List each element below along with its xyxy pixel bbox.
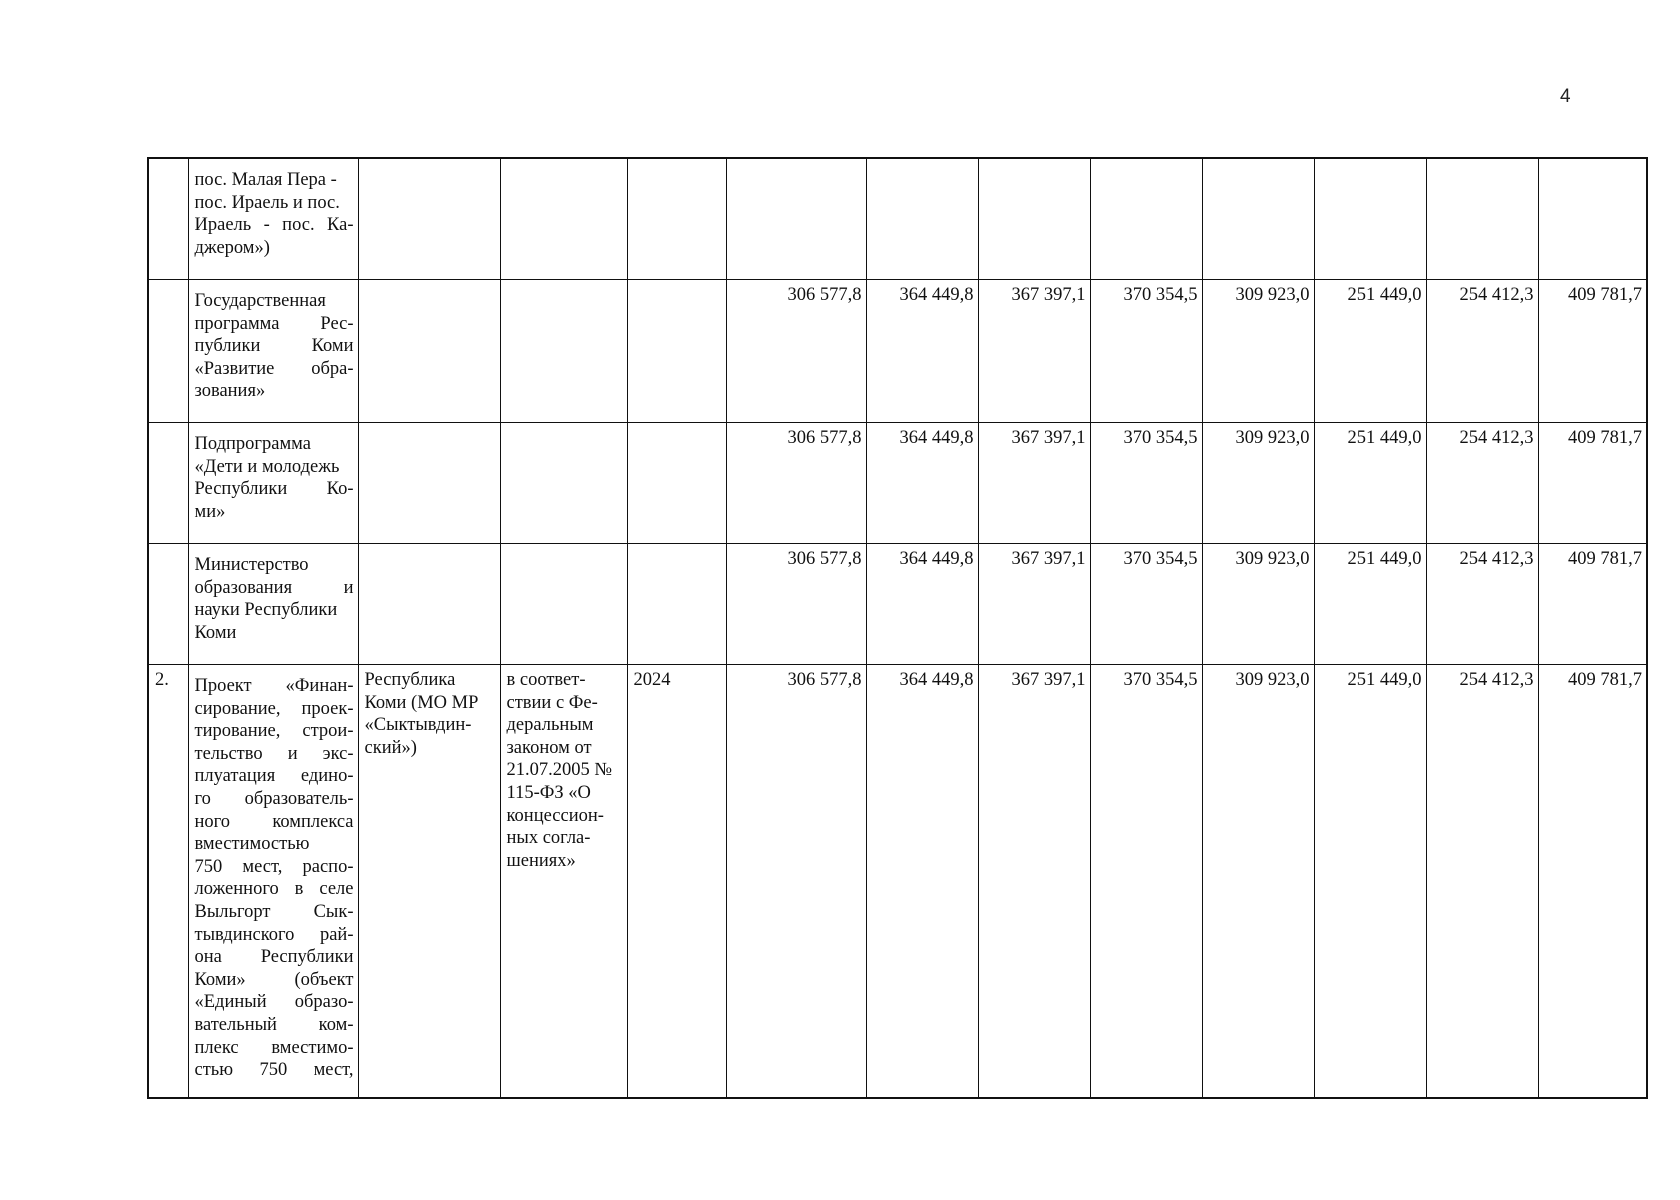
name-line: Министерство <box>194 555 309 575</box>
name-line: сирование, проек- <box>194 698 354 719</box>
name-line: 750 мест, распо- <box>194 856 354 877</box>
value-cell: 370 354,5 <box>1090 544 1202 665</box>
cell-line: ский») <box>364 737 417 758</box>
name-line: вместимостью <box>194 834 310 855</box>
value-cell: 306 577,8 <box>726 423 866 544</box>
name-line: пос. Малая Пера - <box>194 170 337 190</box>
cell-line: ных согла- <box>506 828 591 849</box>
name-cell <box>188 158 358 280</box>
program-table <box>147 157 1648 1099</box>
value-cell <box>726 158 866 280</box>
value-cell: 367 397,1 <box>978 280 1090 423</box>
table-row <box>148 665 1647 1099</box>
table-row <box>148 280 1647 423</box>
name-cell <box>188 423 358 544</box>
value-cell: 409 781,7 <box>1538 423 1647 544</box>
cell-line: в соответ- <box>506 670 586 690</box>
value-cell <box>1090 158 1202 280</box>
name-line: тирование, строи- <box>194 721 354 742</box>
year-cell: 2024 <box>627 665 726 1099</box>
year-cell <box>627 544 726 665</box>
cell-line: деральным <box>506 715 594 736</box>
territory-cell <box>358 158 500 280</box>
name-line: «Единый образо- <box>194 992 354 1013</box>
territory-cell <box>358 665 500 1099</box>
name-line: публики Коми <box>194 336 354 357</box>
value-cell <box>1202 158 1314 280</box>
year-cell <box>627 280 726 423</box>
value-cell: 254 412,3 <box>1426 665 1538 1099</box>
year-cell <box>627 158 726 280</box>
cell-line: 115-ФЗ «О <box>506 782 591 803</box>
table-row <box>148 158 1647 280</box>
row-number-cell <box>148 423 188 544</box>
value-cell: 306 577,8 <box>726 665 866 1099</box>
value-cell: 367 397,1 <box>978 423 1090 544</box>
value-cell: 364 449,8 <box>866 423 978 544</box>
row-number-cell <box>148 544 188 665</box>
value-cell: 306 577,8 <box>726 544 866 665</box>
value-cell: 254 412,3 <box>1426 423 1538 544</box>
page-number: 4 <box>1560 86 1571 107</box>
name-line: программа Рес- <box>194 313 354 334</box>
name-line: зования» <box>194 381 266 402</box>
name-line: Проект «Финан- <box>194 676 354 696</box>
value-cell <box>866 158 978 280</box>
territory-cell <box>358 423 500 544</box>
value-cell: 409 781,7 <box>1538 665 1647 1099</box>
name-line: Подпрограмма <box>194 434 311 454</box>
value-cell: 251 449,0 <box>1314 665 1426 1099</box>
value-cell: 251 449,0 <box>1314 423 1426 544</box>
name-line: она Республики <box>194 947 354 968</box>
name-line: плуатация едино- <box>194 766 354 787</box>
name-line: тывдинского рай- <box>194 924 354 945</box>
value-cell: 364 449,8 <box>866 665 978 1099</box>
name-line: Государственная <box>194 291 326 311</box>
row-number-cell <box>148 158 188 280</box>
basis-cell <box>500 158 627 280</box>
year-cell <box>627 423 726 544</box>
row-number-cell <box>148 280 188 423</box>
value-cell: 306 577,8 <box>726 280 866 423</box>
cell-line: законом от <box>506 737 592 758</box>
value-cell: 409 781,7 <box>1538 280 1647 423</box>
name-cell <box>188 665 358 1099</box>
name-line: го образователь- <box>194 788 354 809</box>
territory-cell <box>358 544 500 665</box>
name-line: плекс вместимо- <box>194 1037 354 1058</box>
value-cell: 364 449,8 <box>866 544 978 665</box>
name-line: ного комплекса <box>194 811 354 832</box>
value-cell: 254 412,3 <box>1426 544 1538 665</box>
cell-line: Республика <box>364 670 456 690</box>
cell-line: Коми (МО МР <box>364 692 479 713</box>
value-cell: 370 354,5 <box>1090 423 1202 544</box>
name-line: тельство и экс- <box>194 743 354 764</box>
value-cell: 309 923,0 <box>1202 423 1314 544</box>
cell-line: ствии с Фе- <box>506 692 598 713</box>
value-cell: 251 449,0 <box>1314 544 1426 665</box>
cell-line: концессион- <box>506 805 604 826</box>
name-line: образования и <box>194 577 354 598</box>
cell-line: «Сыктывдин- <box>364 715 472 736</box>
name-line: «Дети и молодежь <box>194 456 340 477</box>
value-cell: 309 923,0 <box>1202 280 1314 423</box>
value-cell: 364 449,8 <box>866 280 978 423</box>
name-line: вательный ком- <box>194 1014 354 1035</box>
basis-cell <box>500 280 627 423</box>
territory-cell <box>358 280 500 423</box>
value-cell <box>978 158 1090 280</box>
name-line: пос. Ираель и пос. <box>194 192 340 213</box>
name-line: Выльгорт Сык- <box>194 901 354 922</box>
name-line: ми» <box>194 501 226 522</box>
row-number-cell: 2. <box>148 665 188 1099</box>
value-cell <box>1538 158 1647 280</box>
value-cell: 409 781,7 <box>1538 544 1647 665</box>
cell-line: 21.07.2005 № <box>506 760 613 781</box>
value-cell: 370 354,5 <box>1090 280 1202 423</box>
table-body <box>148 158 1647 1098</box>
value-cell <box>1426 158 1538 280</box>
value-cell: 367 397,1 <box>978 544 1090 665</box>
name-line: ложенного в селе <box>194 879 354 900</box>
name-line: Республики Ко- <box>194 479 354 500</box>
name-line: Коми» (объект <box>194 969 354 990</box>
value-cell <box>1314 158 1426 280</box>
table-row <box>148 544 1647 665</box>
value-cell: 309 923,0 <box>1202 665 1314 1099</box>
basis-cell <box>500 665 627 1099</box>
name-cell <box>188 280 358 423</box>
table-row <box>148 423 1647 544</box>
name-line: «Развитие обра- <box>194 358 354 379</box>
value-cell: 370 354,5 <box>1090 665 1202 1099</box>
value-cell: 254 412,3 <box>1426 280 1538 423</box>
name-line: джером») <box>194 237 270 258</box>
name-line: Ираель - пос. Ка- <box>194 215 354 236</box>
basis-cell <box>500 544 627 665</box>
basis-cell <box>500 423 627 544</box>
value-cell: 251 449,0 <box>1314 280 1426 423</box>
value-cell: 309 923,0 <box>1202 544 1314 665</box>
value-cell: 367 397,1 <box>978 665 1090 1099</box>
name-cell <box>188 544 358 665</box>
name-line: Коми <box>194 622 237 643</box>
name-line: стью 750 мест, <box>194 1060 354 1081</box>
name-line: науки Республики <box>194 600 338 621</box>
cell-line: шениях» <box>506 850 576 871</box>
